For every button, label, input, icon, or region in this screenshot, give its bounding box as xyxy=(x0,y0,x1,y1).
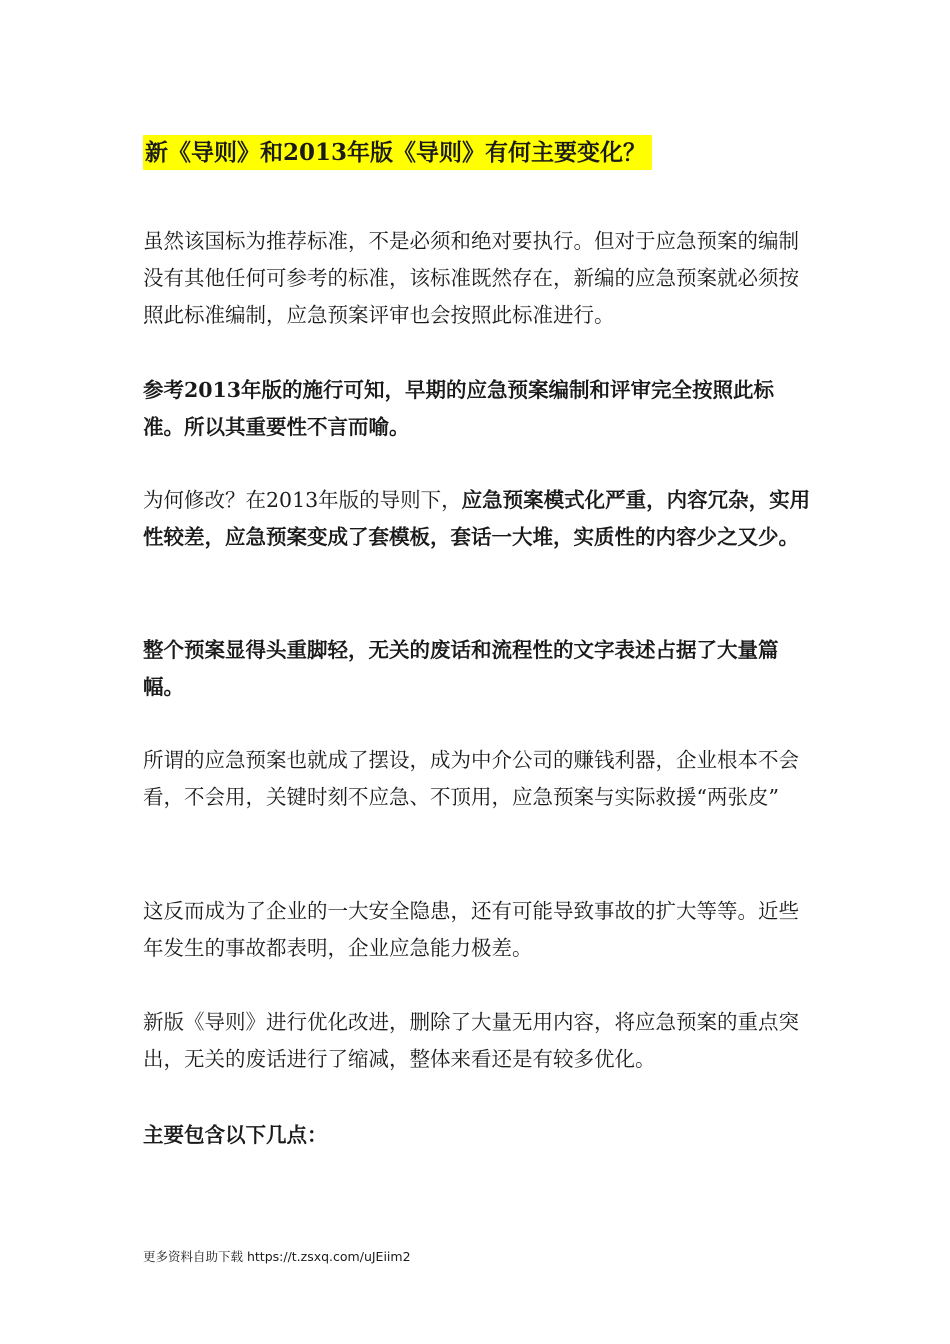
paragraph-why-revise xyxy=(143,482,813,556)
footer-download-link[interactable]: 更多资料自助下载 https://t.zsxq.com/uJEiim2 xyxy=(143,1249,411,1264)
paragraph-importance: 参考2013年版的施行可知，早期的应急预案编制和评审完全按照此标准。所以其重要性不言而喻。 xyxy=(143,378,775,439)
paragraph-top-heavy: 整个预案显得头重脚轻，无关的废话和流程性的文字表述占据了大量篇幅。 xyxy=(143,638,779,699)
paragraph-main-points: 主要包含以下几点： xyxy=(143,1123,328,1147)
title-highlight: 新《导则》和2013年版《导则》有何主要变化？ xyxy=(143,135,652,170)
paragraph-standard-status: 虽然该国标为推荐标准，不是必须和绝对要执行。但对于应急预案的编制没有其他任何可参考的标准，该标准既然存在，新编的应急预案就必须按照此标准编制，应急预案评审也会按照此标准进行。 xyxy=(143,229,799,327)
paragraph-why-revise-lead: 为何修改？在2013年版的导则下， xyxy=(143,488,462,512)
paragraph-new-version: 新版《导则》进行优化改进，删除了大量无用内容，将应急预案的重点突出，无关的废话进行了缩减，整体来看还是有较多优化。 xyxy=(143,1010,799,1071)
page-title xyxy=(143,133,652,173)
paragraph-decoration: 所谓的应急预案也就成了摆设，成为中介公司的赚钱利器，企业根本不会看，不会用，关键时刻不应急、不顶用，应急预案与实际救援“两张皮” xyxy=(143,748,799,809)
paragraph-safety-hazard: 这反而成为了企业的一大安全隐患，还有可能导致事故的扩大等等。近些年发生的事故都表明，企业应急能力极差。 xyxy=(143,899,799,960)
paragraph-why-revise-bold: 应急预案模式化严重，内容冗杂，实用性较差，应急预案变成了套模板，套话一大堆，实质性的内容少之又少。 xyxy=(143,488,811,549)
